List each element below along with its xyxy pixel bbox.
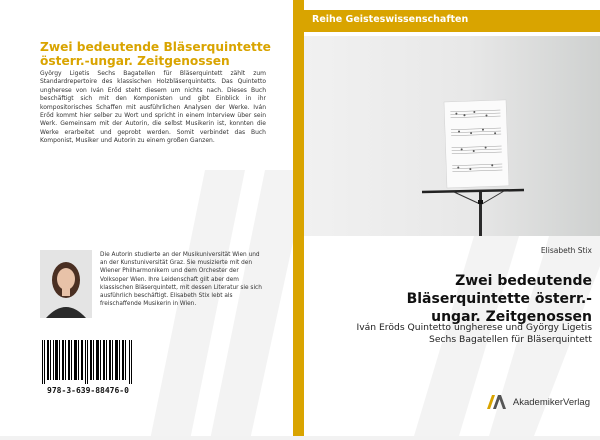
author-photo (40, 250, 92, 318)
front-subtitle-line-1: Iván Eröds Quintetto ungherese und György Ligetis (356, 322, 592, 333)
back-blurb: György Ligetis Sechs Bagatellen für Bläserquintett zählt zum Standardrepertoire des klassischen Holzbläserquintetts. Das Quintetto ungherese von Iván Erőd steht diesem um nichts nach. Dieses Buch beschäftigt sich mit den Komponisten und gibt Einblick in ihr kompositorisches Schaffen mit ausführlichen Analysen der Werke. Iván Erőd kommt hier selber zu Wort und spricht in einem Interview über sein Werk. Gemeinsam mit der Autorin, die selbst Musikerin ist, konnten die Werke erarbeitet und geprobt werden. Somit verbindet das Buch Komponist, Musiker und Autorin zu einem großen Ganzen. (40, 70, 266, 145)
front-subtitle (322, 322, 592, 346)
author-bio: Die Autorin studierte an der Musikuniversität Wien und an der Kunstuniversität Graz. Sie musizierte mit den Wiener Philharmonikern und dem Orchester der Volksoper Wien. Ihre Leidenschaft gilt aber dem klassischen Bläserquintett, mit dessen Literatur sie sich ausführlich beschäftigt. Elisabeth Stix lebt als freischaffende Musikerin in Wien. (100, 252, 262, 308)
isbn-number: 978-3-639-88476-0 (47, 386, 129, 395)
back-title-line-1: Zwei bedeutende Bläserquintette (40, 40, 271, 54)
front-title (332, 272, 592, 326)
back-title-line-2: österr.-ungar. Zeitgenossen (40, 54, 230, 68)
front-subtitle-line-2: Sechs Bagatellen für Bläserquintett (428, 334, 592, 345)
back-cover (0, 0, 293, 436)
bottom-edge (0, 436, 600, 440)
back-title (40, 40, 280, 68)
front-title-line-3: ungar. Zeitgenossen (431, 309, 592, 325)
author-name: Elisabeth Stix (540, 246, 592, 255)
publisher-name: AkademikerVerlag (512, 396, 590, 408)
series-label: Reihe Geisteswissenschaften (312, 14, 469, 25)
front-title-line-2: Bläserquintette österr.- (406, 291, 592, 307)
publisher-logo (487, 394, 590, 410)
book-spine (293, 0, 304, 436)
front-cover (304, 0, 600, 436)
cover-photo-music-stand (304, 36, 600, 236)
series-banner (304, 10, 600, 32)
publisher-av-icon (487, 395, 509, 409)
front-title-line-1: Zwei bedeutende (455, 273, 592, 289)
